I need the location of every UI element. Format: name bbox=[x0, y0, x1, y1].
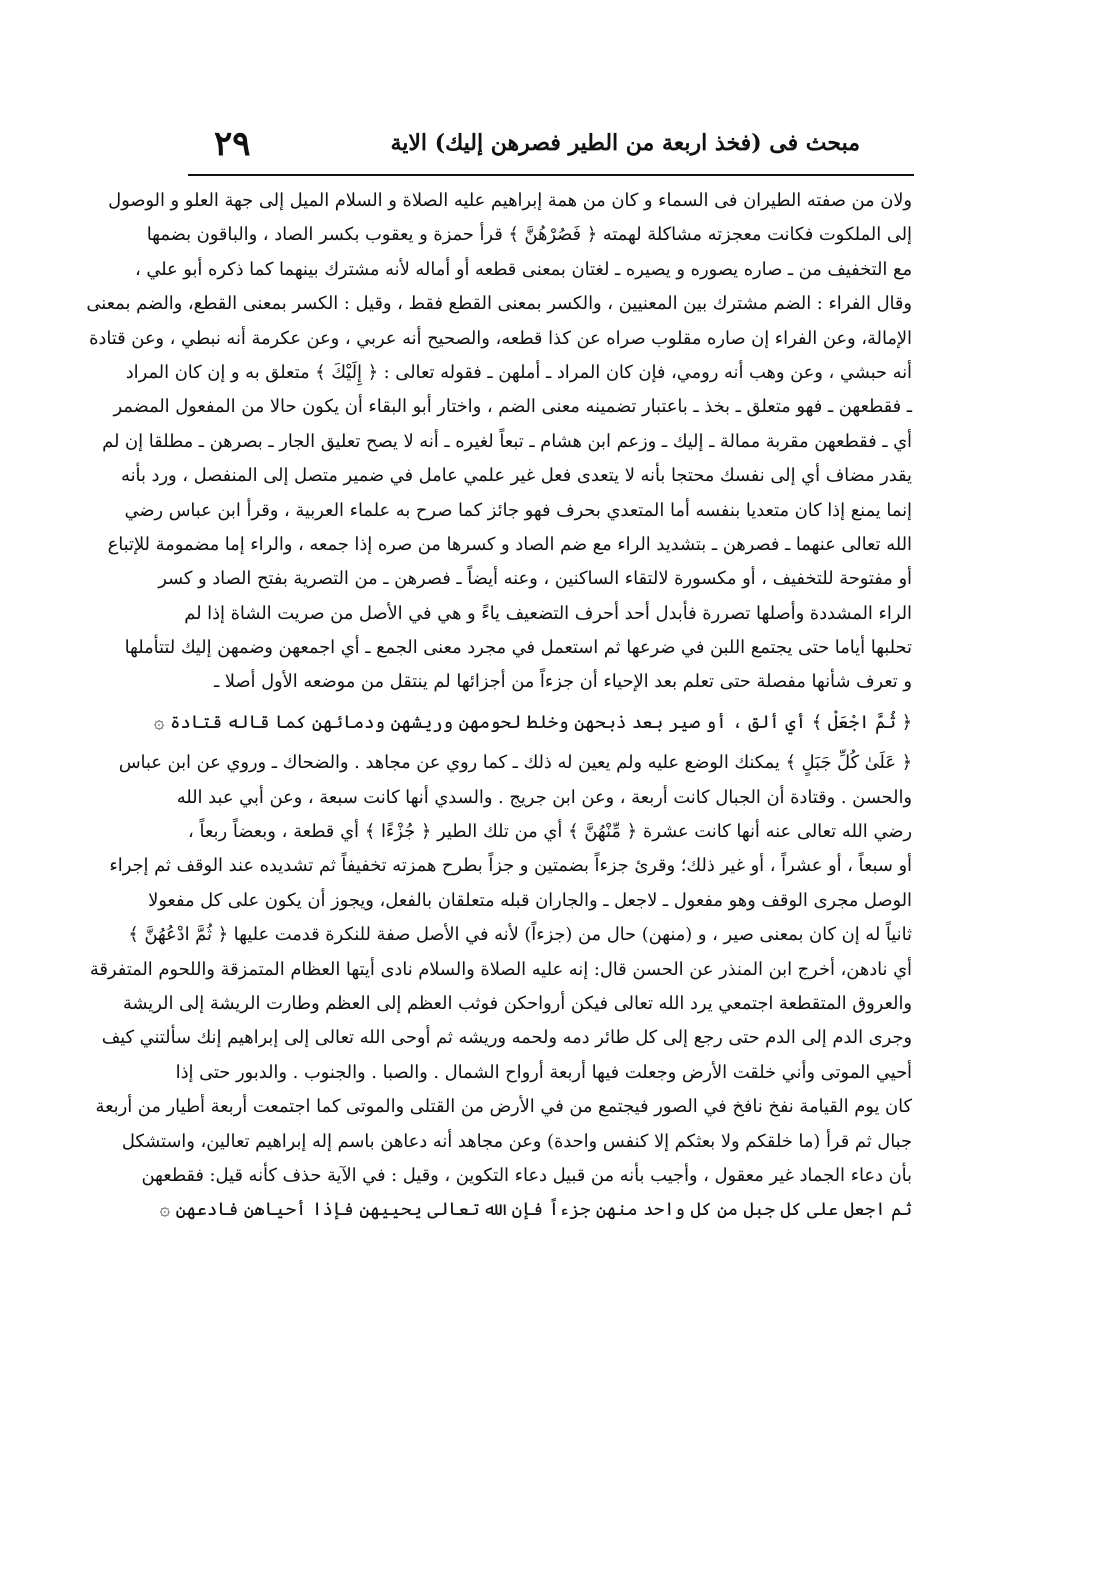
text-line: الإمالة، وعن الفراء إن صاره مقلوب صراه عن كذا قطعه، والصحيح أنه عربي ، وعن عكرمة أنه نبطي ، وعن قتادة bbox=[89, 327, 912, 349]
text-line: يقدر مضاف أي إلى نفسك محتجا بأنه لا يتعدى فعل غير علمي عامل في ضمير متصل إلى المنفصل ، ورد بأنه bbox=[121, 465, 912, 487]
header-rule bbox=[188, 174, 914, 176]
text-line: الله تعالى عنهما ـ فصرهن ـ بتشديد الراء مع ضم الصاد و كسرها من صره إذا جمعه ، والراء إما مضمومة للإتباع bbox=[107, 533, 912, 555]
text-line: جبال ثم قرأ (ما خلقكم ولا بعثكم إلا كنفس واحدة) وعن مجاهد أنه دعاهن باسم إله إبراهيم تعالين، واستشكل bbox=[121, 1130, 912, 1152]
text-line: والحسن . وقتادة أن الجبال كانت أربعة ، وعن ابن جريج . والسدي أنها كانت سبعة ، وعن أبي عبد الله bbox=[176, 786, 912, 808]
text-line: ولان من صفته الطيران فى السماء و كان من همة إبراهيم عليه الصلاة و السلام الميل إلى جهة العلو و الوصول bbox=[108, 190, 912, 211]
text-line: والعروق المتقطعة اجتمعي يرد الله تعالى فيكن أرواحكن فوثب العظم إلى العظم وطارت الريشة إلى الريشة bbox=[122, 992, 912, 1014]
text-line: الوصل مجرى الوقف وهو مفعول ـ لاجعل ـ والجاران قبله متعلقان بالفعل، ويجوز أن يكون على كل مفعولا bbox=[148, 889, 912, 911]
text-line: ﴿ عَلَىٰ كُلِّ جَبَلٍ ﴾ يمكنك الوضع عليه ولم يعين له ذلك ـ كما روي عن مجاهد . والضحاك ـ وروي عن ابن عباس bbox=[118, 752, 912, 774]
text-line: أي نادهن، أخرج ابن المنذر عن الحسن قال: إنه عليه الصلاة والسلام نادى أيتها العظام المتمزقة واللحوم المتفرقة bbox=[89, 958, 912, 980]
text-line: رضي الله تعالى عنه أنها كانت عشرة ﴿ مِّنْهُنَّ ﴾ أي من تلك الطير ﴿ جُزْءًا ﴾ أي قطعة ، وبعضاً ربعاً ، bbox=[188, 821, 912, 843]
text-line: أحيي الموتى وأني خلقت الأرض وجعلت فيها أربعة أرواح الشمال . والصبا . والجنوب . والدبور حتى إذا bbox=[175, 1061, 912, 1083]
text-line: إنما يمنع إذا كان متعديا بنفسه أما المتعدي بحرف فهو جائز كما صرح به علماء العربية ، وقرأ ابن عباس رضي bbox=[124, 499, 912, 521]
text-line: أو سبعاً ، أو عشراً ، أو غير ذلك؛ وقرئ جزءاً بضمتين و جزاً بطرح همزته تخفيفاً ثم تشديده عند الوقف ثم إجراء bbox=[109, 855, 912, 877]
text-line: بأن دعاء الجماد غير معقول ، وأجيب بأنه من قبيل دعاء التكوين ، وقيل : في الآية حذف كأنه قيل: فقطعهن bbox=[141, 1164, 912, 1186]
body-text bbox=[86, 184, 912, 1228]
text-line: إلى الملكوت فكانت معجزته مشاكلة لهمته ﴿ فَصُرْهُنَّ ﴾ قرأ حمزة و يعقوب بكسر الصاد ، والباقون بضمها bbox=[146, 224, 912, 246]
page-header bbox=[190, 124, 910, 172]
text-line: تحلبها أياما حتى يجتمع اللبن في ضرعها ثم استعمل في مجرد معنى الجمع ـ أي اجمعهن وضمهن إليك لتتأملها bbox=[124, 637, 912, 659]
text-line: ثانياً له إن كان بمعنى صير ، و (منهن) حال من (جزءاً) لأنه في الأصل صفة للنكرة قدمت عليها ﴿ ثُمَّ ادْعُهُنَّ ﴾ bbox=[128, 924, 912, 946]
text-line: ﴿ ثُمَّ اجْعَلْ ﴾ أي ألق ، أو صير بعد ذبحهن وخلط لحومهن وريشهن ودمائهن كما قاله قتادة ۞ bbox=[153, 711, 912, 733]
running-title: مبحث فى (فخذ اربعة من الطير فصرهن إليك) الاية bbox=[390, 130, 860, 156]
text-line: الراء المشددة وأصلها تصررة فأبدل أحد أحرف التضعيف ياءً و هي في الأصل من صريت الشاة إذا لم bbox=[184, 602, 912, 624]
text-line: وجرى الدم إلى الدم حتى رجع إلى كل طائر دمه ولحمه وريشه ثم أوحى الله تعالى إلى إبراهيم إنك سألتني كيف bbox=[101, 1027, 912, 1049]
text-line: ـ فقطعهن ـ فهو متعلق ـ بخذ ـ باعتبار تضمينه معنى الضم ، واختار أبو البقاء أن يكون حالا من المفعول المضمر bbox=[113, 396, 912, 418]
text-line: أو مفتوحة للتخفيف ، أو مكسورة لالتقاء الساكنين ، وعنه أيضاً ـ فصرهن ـ من التصرية بفتح الصاد و كسر bbox=[158, 568, 912, 590]
text-line: أنه حبشي ، وعن وهب أنه رومي، فإن كان المراد ـ أملهن ـ فقوله تعالى : ﴿ إِلَيْكَ ﴾ متعلق به و إن كان المراد bbox=[125, 361, 912, 383]
text-line: كان يوم القيامة نفخ نافخ في الصور فيجتمع من في الأرض من القتلى والموتى كما اجتمعت أربعة أطيار من أربعة bbox=[95, 1096, 912, 1118]
text-line: وقال الفراء : الضم مشترك بين المعنيين ، والكسر بمعنى القطع فقط ، وقيل : الكسر بمعنى القطع، والضم بمعنى bbox=[86, 293, 912, 315]
text-line: مع التخفيف من ـ صاره يصوره و يصيره ـ لغتان بمعنى قطعه أو أماله لأنه مشترك بينهما كما ذكره أبو علي ، bbox=[134, 258, 912, 280]
text-line: ثم اجعل على كل جبل من كل واحد منهن جزءاً فإن الله تعالى يحييهن فإذا أحياهن فادعهن ۞ bbox=[159, 1199, 912, 1221]
text-line: أي ـ فقطعهن مقربة ممالة ـ إليك ـ وزعم ابن هشام ـ تبعاً لغيره ـ أنه لا يصح تعليق الجار ـ بصرهن ـ مطلقا إن لم bbox=[102, 430, 912, 452]
text-line: و تعرف شأنها مفصلة حتى تعلم بعد الإحياء أن جزءاً من أجزائها لم ينتقل من موضعه الأول أصلا ـ bbox=[213, 671, 912, 693]
page-number: ٢٩ bbox=[214, 124, 251, 164]
